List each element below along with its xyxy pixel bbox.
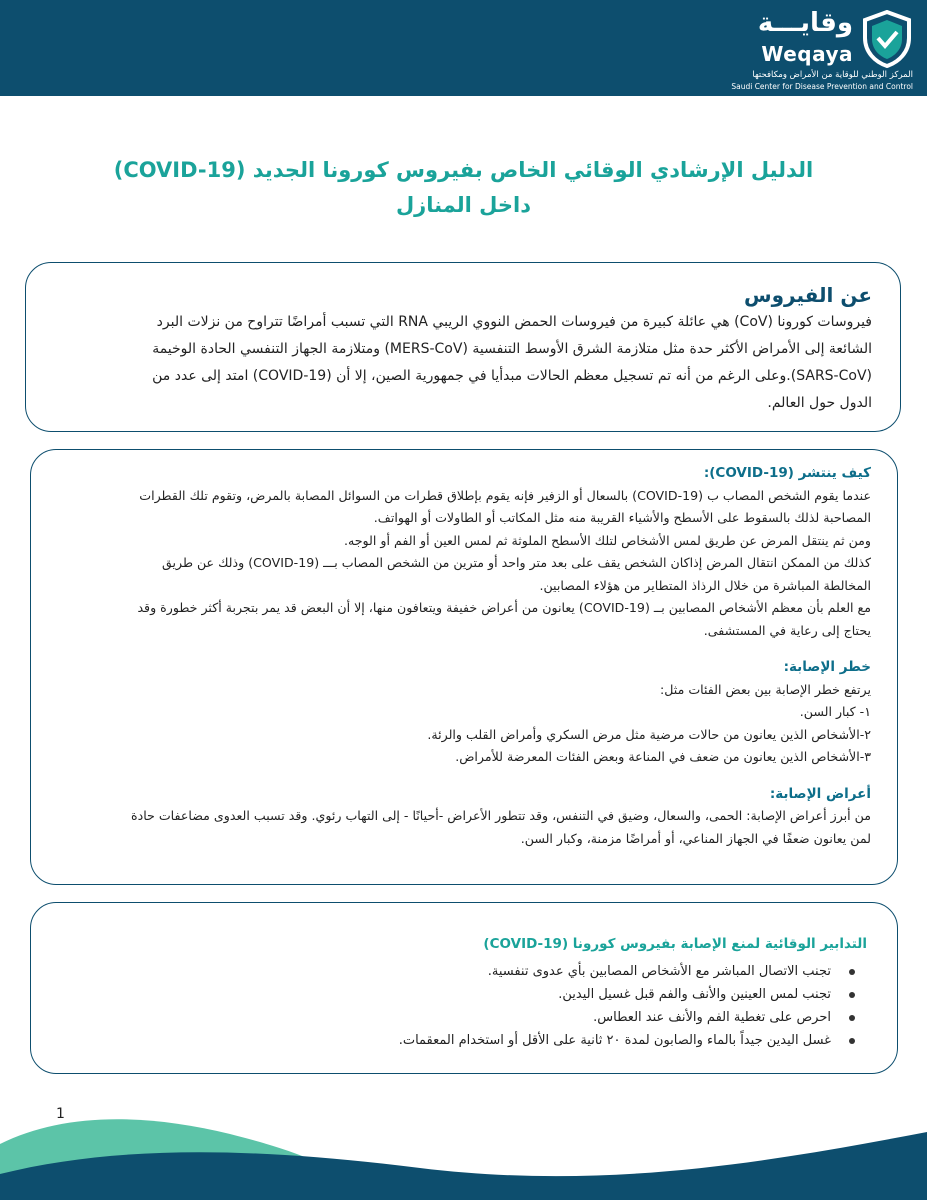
- risk-line: ٢-الأشخاص الذين يعانون من حالات مرضية مثل مرض السكري وأمراض القلب والرئة.: [427, 726, 871, 742]
- spread-heading: كيف ينتشر (COVID-19):: [703, 465, 871, 481]
- symptoms-heading: أعراض الإصابة:: [769, 785, 871, 802]
- footer-wave-decoration: [0, 1104, 927, 1200]
- bullet-icon: [849, 1015, 855, 1021]
- prevention-item-text: احرص على تغطية الفم والأنف عند العطاس.: [593, 1009, 831, 1025]
- bullet-icon: [849, 969, 855, 975]
- bullet-icon: [849, 992, 855, 998]
- about-line: (SARS-CoV).وعلى الرغم من أنه تم تسجيل معظم الحالات مبدأيا في جمهورية الصين، إلا أن (COVID-19) امتد إلى عدد من: [152, 368, 872, 384]
- header-bar: [0, 0, 927, 96]
- spread-line: يحتاج إلى رعاية في المستشفى.: [703, 622, 871, 638]
- risk-line: يرتفع خطر الإصابة بين بعض الفئات مثل:: [659, 681, 871, 697]
- spread-line: المخالطة المباشرة من خلال الرذاذ المتطاير من هؤلاء المصابين.: [539, 577, 871, 593]
- prevention-heading: التدابير الوقائية لمنع الإصابة بفيروس كورونا (COVID-19): [483, 936, 867, 952]
- spread-info-box: [30, 449, 898, 885]
- weqaya-logo: [653, 6, 913, 92]
- prevention-item-text: تجنب لمس العينين والأنف والفم قبل غسيل اليدين.: [558, 986, 831, 1002]
- prevention-item: [51, 1029, 867, 1052]
- risk-line: ١- كبار السن.: [799, 704, 871, 719]
- spread-line: كذلك من الممكن انتقال المرض إذاكان الشخص يقف على بعد متر واحد أو مترين من الشخص المصاب بـــ (COVID-19) وذلك عن طريق: [161, 555, 871, 570]
- prevention-item: [51, 960, 867, 983]
- page-title: الدليل الإرشادي الوقائي الخاص بفيروس كورونا الجديد (COVID-19): [113, 158, 814, 182]
- prevention-item: [51, 983, 867, 1006]
- risk-line: ٣-الأشخاص الذين يعانون من ضعف في المناعة وبعض الفئات المعرضة للأمراض.: [455, 749, 871, 764]
- org-name-english: Saudi Center for Disease Prevention and Control: [731, 82, 913, 91]
- logo-arabic-text: وقايـــة: [757, 8, 853, 38]
- risk-heading: خطر الإصابة:: [783, 659, 871, 675]
- page-number: 1: [56, 1106, 65, 1122]
- bullet-icon: [849, 1038, 855, 1044]
- prevention-item: [51, 1006, 867, 1029]
- spread-line: المصاحبة لذلك بالسقوط على الأسطح والأشياء القريبة منه مثل المكاتب أو الطاولات أو الهواتف.: [373, 510, 871, 525]
- shield-logo-icon: [861, 10, 913, 68]
- about-virus-box: [25, 262, 901, 432]
- spread-line: ومن ثم ينتقل المرض عن طريق لمس الأشخاص لتلك الأسطح الملوثة ثم لمس العين أو الفم أو الوجه.: [344, 532, 871, 548]
- page-subtitle: داخل المنازل: [395, 193, 532, 217]
- about-line: الشائعة إلى الأمراض الأكثر حدة مثل متلازمة الشرق الأوسط التنفسية (MERS-CoV) ومتلازمة الجهاز التنفسي الحادة الوخيمة: [152, 341, 872, 357]
- org-name-arabic: المركز الوطني للوقاية من الأمراض ومكافحتها: [752, 70, 913, 80]
- spread-line: عندما يقوم الشخص المصاب ب (COVID-19) بالسعال أو الزفير فإنه يقوم بإطلاق قطرات من السوائل المصابة بالمرض، وتقوم تلك القطرات: [139, 487, 871, 503]
- spread-line: مع العلم بأن معظم الأشخاص المصابين بــ (COVID-19) يعانون من أعراض خفيفة ويتعافون منها، إلا أن البعض قد يمر بتجربة أكثر خطورة وقد: [137, 600, 871, 615]
- symptoms-line: من أبرز أعراض الإصابة: الحمى، والسعال، وضيق في التنفس، وقد تتطور الأعراض -أحيانًا - إلى التهاب رئوي. وقد تسبب العدوى مضاعفات حادة: [130, 808, 871, 823]
- prevention-list: [51, 960, 867, 1052]
- prevention-item-text: غسل اليدين جيداً بالماء والصابون لمدة ٢٠ ثانية على الأقل أو استخدام المعقمات.: [398, 1032, 831, 1048]
- about-line: فيروسات كورونا (CoV) هي عائلة كبيرة من فيروسات الحمض النووي الريبي RNA التي تسبب أمراضًا تتراوح من نزلات البرد: [156, 314, 872, 330]
- prevention-item-text: تجنب الاتصال المباشر مع الأشخاص المصابين بأي عدوى تنفسية.: [487, 963, 831, 979]
- about-line: الدول حول العالم.: [767, 395, 872, 411]
- logo-english-text: Weqaya: [761, 42, 853, 66]
- prevention-box: [30, 902, 898, 1074]
- about-heading: عن الفيروس: [743, 283, 872, 307]
- symptoms-line: لمن يعانون ضعفًا في الجهاز المناعي، أو أمراضًا مزمنة، وكبار السن.: [520, 830, 871, 846]
